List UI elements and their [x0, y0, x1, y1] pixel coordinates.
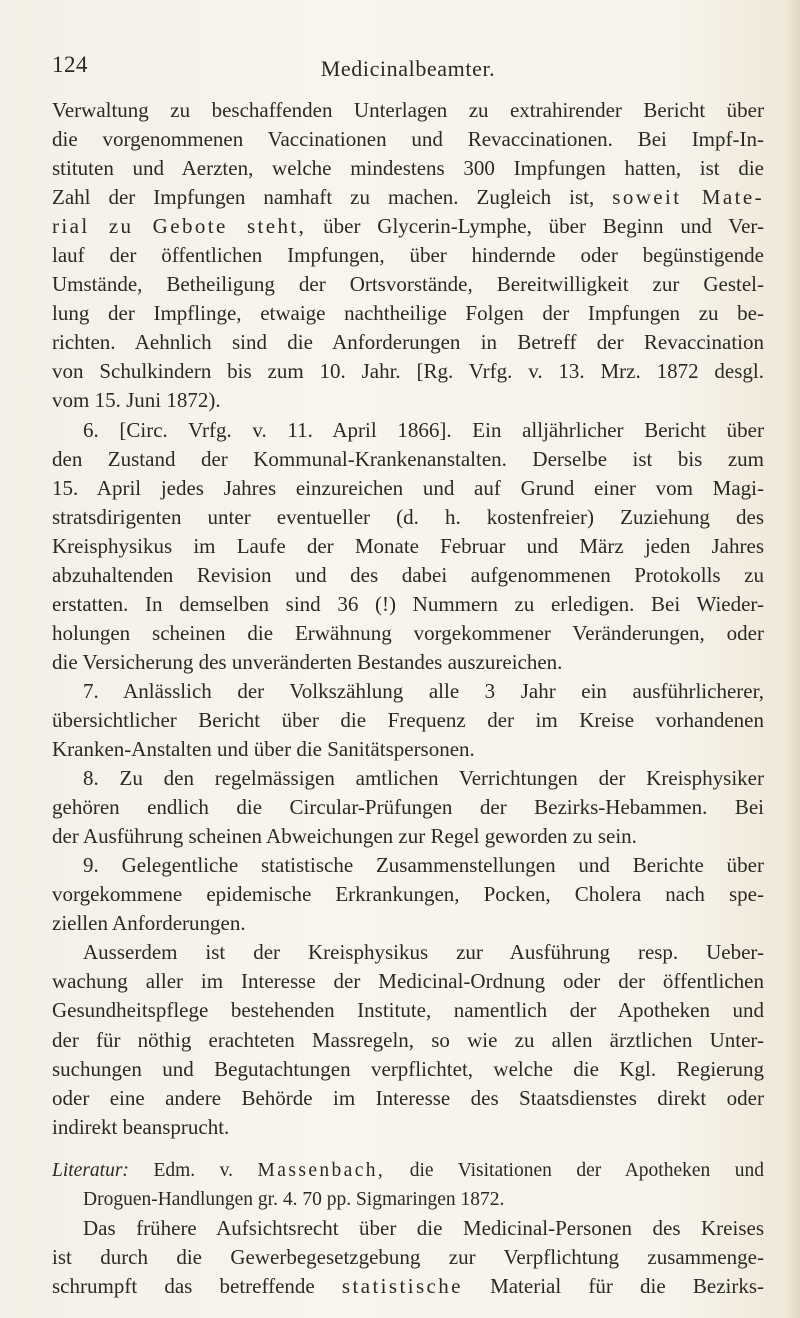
text-line: oder eine andere Behörde im Interesse des Staatsdienstes direkt oder: [52, 1085, 764, 1110]
text-line: wachung aller im Interesse der Medicinal-Ordnung oder der öffentlichen: [52, 969, 764, 994]
text-line: vom 15. Juni 1872).: [52, 388, 221, 413]
text-line: 8. Zu den regelmässigen amtlichen Verrichtungen der Kreisphysiker: [83, 766, 764, 791]
text-line: richten. Aehnlich sind die Anforderungen in Betreff der Revaccination: [52, 330, 764, 355]
text-line: stituten und Aerzten, welche mindestens 300 Impfungen hatten, ist die: [52, 156, 764, 181]
text-line: 6. [Circ. Vrfg. v. 11. April 1866]. Ein alljährlicher Bericht über: [83, 417, 764, 442]
literature-title: die Visitationen der Apotheken und: [409, 1159, 765, 1181]
literature-line: [52, 1156, 764, 1185]
body-text: [52, 96, 764, 1301]
text-line: Kreisphysikus im Laufe der Monate Februar und März jeden Jahres: [52, 533, 764, 558]
text-line: von Schulkindern bis zum 10. Jahr. [Rg. Vrfg. v. 13. Mrz. 1872 desgl.: [52, 359, 764, 384]
spacer: [52, 1142, 764, 1156]
text-line: Gesundheitspflege bestehenden Institute, namentlich der Apotheken und: [52, 998, 764, 1023]
emphasis-text: statistische: [341, 1273, 463, 1298]
text-line: holungen scheinen die Erwähnung vorgekommener Veränderungen, oder: [52, 620, 764, 645]
text-line: übersichtlicher Bericht über die Frequenz der im Kreise vorhandenen: [52, 707, 764, 732]
text-segment: Zahl der Impfungen namhaft zu machen. Zugleich ist,: [52, 185, 595, 210]
text-line: Ausserdem ist der Kreisphysikus zur Ausführung resp. Ueber-: [83, 940, 764, 965]
text-line: gehören endlich die Circular-Prüfungen der Bezirks-Hebammen. Bei: [52, 795, 764, 820]
text-line: [52, 1272, 764, 1301]
text-line: Kranken-Anstalten und über die Sanitätspersonen.: [52, 737, 475, 762]
text-line: ist durch die Gewerbegesetzgebung zur Verpflichtung zusammenge-: [52, 1244, 764, 1269]
literature-label: Literatur:: [52, 1159, 129, 1181]
text-line: Verwaltung zu beschaffenden Unterlagen zu extrahirender Bericht über: [52, 98, 764, 122]
text-line: [52, 183, 764, 212]
literature-line: Droguen-Handlungen gr. 4. 70 pp. Sigmaringen 1872.: [83, 1188, 505, 1210]
text-line: ziellen Anforderungen.: [52, 911, 246, 936]
text-line: Umstände, Betheiligung der Ortsvorstände, Bereitwilligkeit zur Gestel-: [52, 272, 764, 297]
page-edge-shadow: [786, 0, 800, 1318]
text-line: den Zustand der Kommunal-Krankenanstalten. Derselbe ist bis zum: [52, 446, 764, 471]
running-title: Medicinalbeamter.: [320, 56, 496, 81]
text-line: der für nöthig erachteten Massregeln, so wie zu allen ärztlichen Unter-: [52, 1027, 764, 1052]
text-line: die Versicherung des unveränderten Bestandes auszureichen.: [52, 649, 563, 674]
page-number: 124: [52, 52, 88, 77]
text-line: 15. April jedes Jahres einzureichen und auf Grund einer vom Magi-: [52, 475, 764, 500]
emphasis-text: soweit Mate-: [612, 185, 765, 210]
text-line: 7. Anlässlich der Volkszählung alle 3 Jahr ein ausführlicherer,: [83, 678, 764, 703]
text-segment: schrumpft das betreffende: [52, 1273, 315, 1298]
text-line: der Ausführung scheinen Abweichungen zur Regel geworden zu sein.: [52, 824, 637, 849]
text-line: die vorgenommenen Vaccinationen und Revaccinationen. Bei Impf-In-: [52, 127, 764, 152]
text-line: suchungen und Begutachtungen verpflichtet, welche die Kgl. Regierung: [52, 1056, 764, 1081]
text-line: lauf der öffentlichen Impfungen, über hindernde oder begünstigende: [52, 243, 764, 268]
literature-author: Edm. v.: [153, 1159, 234, 1181]
text-line: Das frühere Aufsichtsrecht über die Medicinal-Personen des Kreises: [83, 1215, 764, 1240]
page-header: [52, 52, 764, 82]
text-line: stratsdirigenten unter eventueller (d. h. kostenfreier) Zuziehung des: [52, 504, 764, 529]
literature-author-name: Massenbach,: [257, 1159, 386, 1181]
text-line: lung der Impflinge, etwaige nachtheilige Folgen der Impfungen zu be-: [52, 301, 764, 326]
text-segment: Material für die Bezirks-: [490, 1273, 765, 1298]
text-line: vorgekommene epidemische Erkrankungen, Pocken, Cholera nach spe-: [52, 882, 764, 907]
text-segment: über Glycerin-Lymphe, über Beginn und Ver-: [323, 214, 764, 239]
text-line: erstatten. In demselben sind 36 (!) Nummern zu erledigen. Bei Wieder-: [52, 591, 764, 616]
emphasis-text: rial zu Gebote steht,: [52, 214, 307, 239]
text-line: indirekt beansprucht.: [52, 1114, 230, 1139]
text-line: 9. Gelegentliche statistische Zusammenstellungen und Berichte über: [83, 853, 764, 878]
text-line: abzuhaltenden Revision und des dabei aufgenommenen Protokolls zu: [52, 562, 764, 587]
text-line: [52, 212, 764, 241]
